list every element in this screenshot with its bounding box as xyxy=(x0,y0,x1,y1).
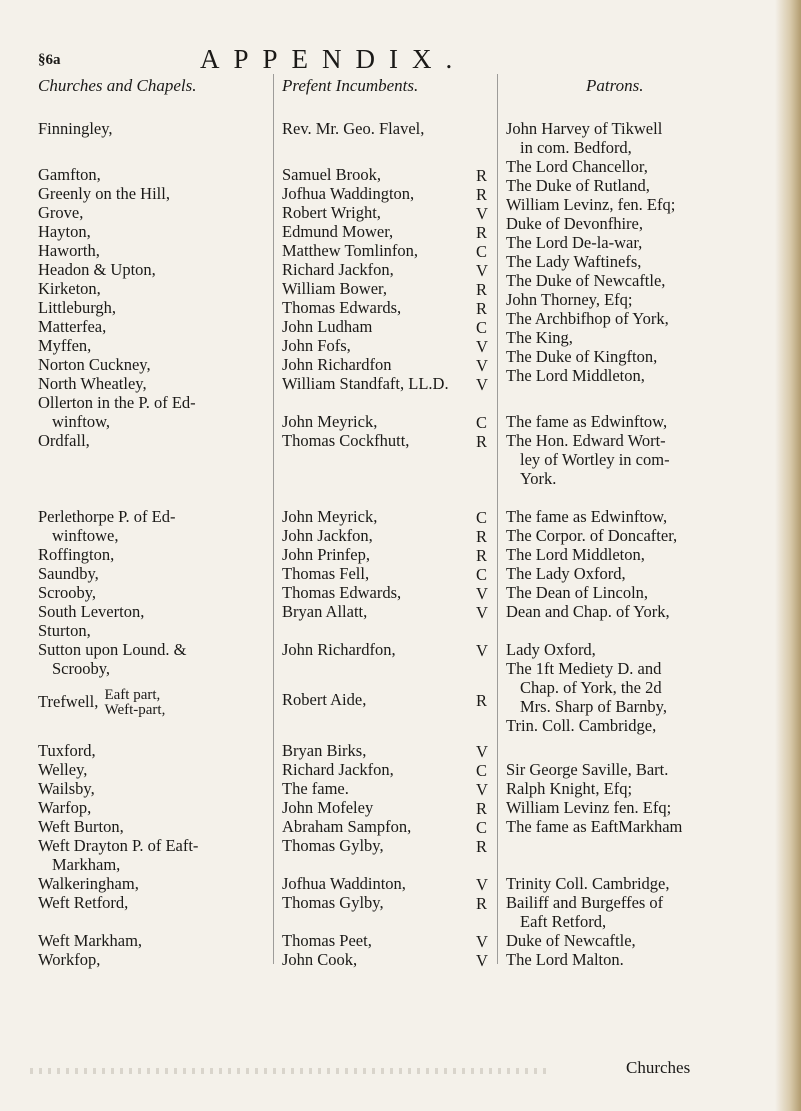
incumbent-entry: William Standfaft, LL.D. xyxy=(282,374,449,393)
incumbent-entry: John Ludham xyxy=(282,317,373,336)
patron-entry: ley of Wortley in com- xyxy=(520,450,670,469)
trefwell-name: Trefwell, xyxy=(38,691,99,711)
status-mark: V xyxy=(476,780,488,799)
status-mark: R xyxy=(476,894,488,913)
status-mark: R xyxy=(476,799,488,818)
status-mark: V xyxy=(476,261,488,280)
church-entry: winftowe, xyxy=(52,526,119,545)
incumbent-entry: Richard Jackfon, xyxy=(282,760,394,779)
status-mark: C xyxy=(476,242,488,261)
trefwell-part-east: Eaft part, xyxy=(104,687,161,703)
church-entry: Scrooby, xyxy=(38,583,97,602)
incumbent-entry: John Meyrick, xyxy=(282,412,378,431)
status-mark: C xyxy=(476,318,488,337)
incumbent-entry: John Meyrick, xyxy=(282,507,378,526)
incumbent-entry: Bryan Allatt, xyxy=(282,602,368,621)
church-entry: Workfop, xyxy=(38,950,101,969)
patron-entry: William Levinz fen. Efq; xyxy=(506,798,672,817)
patron-entry: The Lord Middleton, xyxy=(506,366,645,385)
church-entry: Myffen, xyxy=(38,336,92,355)
patron-entry: The Duke of Newcaftle, xyxy=(506,271,666,290)
church-entry: Gamfton, xyxy=(38,165,101,184)
incumbent-entry: John Cook, xyxy=(282,950,358,969)
church-entry: Norton Cuckney, xyxy=(38,355,151,374)
church-entry: Welley, xyxy=(38,760,88,779)
incumbent-entry: Thomas Peet, xyxy=(282,931,372,950)
patron-entry: Lady Oxford, xyxy=(506,640,596,659)
column-divider xyxy=(273,74,274,964)
incumbent-entry: Samuel Brook, xyxy=(282,165,381,184)
incumbent-entry: John Prinfep, xyxy=(282,545,370,564)
church-entry: Wailsby, xyxy=(38,779,95,798)
status-mark: R xyxy=(476,185,488,204)
patron-entry: The 1ft Mediety D. and xyxy=(506,659,662,678)
church-entry: Kirketon, xyxy=(38,279,101,298)
status-mark: R xyxy=(476,691,488,710)
incumbent-entry: Matthew Tomlinfon, xyxy=(282,241,419,260)
incumbent-entry: John Richardfon xyxy=(282,355,392,374)
trefwell-parts xyxy=(104,688,165,718)
status-mark: V xyxy=(476,204,488,223)
running-head: APPENDIX. xyxy=(200,44,467,74)
patron-entry: The fame as EaftMarkham xyxy=(506,817,683,836)
patron-entry: The Duke of Kingfton, xyxy=(506,347,658,366)
status-mark: V xyxy=(476,375,488,394)
patron-entry: The Lady Waftinefs, xyxy=(506,252,642,271)
status-mark: R xyxy=(476,527,488,546)
incumbent-entry: The fame. xyxy=(282,779,349,798)
incumbent-entry: Thomas Edwards, xyxy=(282,583,402,602)
church-entry: Weft Markham, xyxy=(38,931,143,950)
status-mark: C xyxy=(476,761,488,780)
incumbent-entry: Rev. Mr. Geo. Flavel, xyxy=(282,119,425,138)
church-entry: Roffington, xyxy=(38,545,115,564)
status-mark: C xyxy=(476,565,488,584)
church-entry: Ordfall, xyxy=(38,431,90,450)
patron-entry: Sir George Saville, Bart. xyxy=(506,760,669,779)
incumbent-entry: Thomas Gylby, xyxy=(282,836,384,855)
patron-entry: The Lord Chancellor, xyxy=(506,157,648,176)
column-header-churches: Churches and Chapels. xyxy=(38,76,197,95)
patron-entry: Bailiff and Burgeffes of xyxy=(506,893,664,912)
church-entry: Markham, xyxy=(52,855,121,874)
status-mark: R xyxy=(476,223,488,242)
patron-entry: Duke of Devonfhire, xyxy=(506,214,643,233)
patron-entry: The Archbifhop of York, xyxy=(506,309,669,328)
patron-entry: Chap. of York, the 2d xyxy=(520,678,662,697)
patron-entry: The Dean of Lincoln, xyxy=(506,583,649,602)
church-entry: Matterfea, xyxy=(38,317,107,336)
church-entry: Perlethorpe P. of Ed- xyxy=(38,507,176,526)
patron-entry: in com. Bedford, xyxy=(520,138,632,157)
incumbent-entry: John Mofeley xyxy=(282,798,374,817)
status-mark: C xyxy=(476,818,488,837)
status-mark: V xyxy=(476,875,488,894)
status-mark: V xyxy=(476,356,488,375)
church-entry: Weft Retford, xyxy=(38,893,129,912)
incumbent-entry: Edmund Mower, xyxy=(282,222,394,241)
patron-entry: The Lady Oxford, xyxy=(506,564,626,583)
catchword: Churches xyxy=(626,1058,691,1077)
church-entry: Weft Burton, xyxy=(38,817,124,836)
church-entry: Walkeringham, xyxy=(38,874,139,893)
patron-entry: John Thorney, Efq; xyxy=(506,290,633,309)
patron-entry: Trin. Coll. Cambridge, xyxy=(506,716,657,735)
status-mark: R xyxy=(476,299,488,318)
patron-entry: Dean and Chap. of York, xyxy=(506,602,670,621)
status-mark: V xyxy=(476,932,488,951)
incumbent-entry: Thomas Fell, xyxy=(282,564,370,583)
patron-entry: The Lord Malton. xyxy=(506,950,624,969)
column-header-incumbents: Prefent Incumbents. xyxy=(282,76,419,95)
page-edge-stain xyxy=(775,0,801,1111)
status-mark: R xyxy=(476,166,488,185)
church-entry: Tuxford, xyxy=(38,741,96,760)
patron-entry: John Harvey of Tikwell xyxy=(506,119,663,138)
page-number: §6a xyxy=(38,52,61,68)
patron-entry: The fame as Edwinftow, xyxy=(506,507,668,526)
church-entry: Scrooby, xyxy=(52,659,111,678)
status-mark: V xyxy=(476,584,488,603)
church-entry: winftow, xyxy=(52,412,111,431)
incumbent-entry: John Jackfon, xyxy=(282,526,373,545)
status-mark: R xyxy=(476,280,488,299)
incumbent-entry: Thomas Gylby, xyxy=(282,893,384,912)
incumbent-entry: Robert Wright, xyxy=(282,203,381,222)
church-entry: Weft Drayton P. of Eaft- xyxy=(38,836,199,855)
patron-entry: Ralph Knight, Efq; xyxy=(506,779,633,798)
patron-entry: Duke of Newcaftle, xyxy=(506,931,636,950)
status-mark: R xyxy=(476,432,488,451)
status-mark: C xyxy=(476,413,488,432)
church-entry: Sturton, xyxy=(38,621,91,640)
incumbent-entry: Jofhua Waddinton, xyxy=(282,874,406,893)
incumbent-entry: John Richardfon, xyxy=(282,640,396,659)
patron-entry: The fame as Edwinftow, xyxy=(506,412,668,431)
church-entry: Grove, xyxy=(38,203,84,222)
trefwell-part-west: Weft-part, xyxy=(104,702,166,718)
incumbent-entry: Richard Jackfon, xyxy=(282,260,394,279)
church-entry: Warfop, xyxy=(38,798,92,817)
patron-entry: William Levinz, fen. Efq; xyxy=(506,195,676,214)
patron-entry: York. xyxy=(520,469,557,488)
patron-entry: Eaft Retford, xyxy=(520,912,607,931)
status-mark: V xyxy=(476,641,488,660)
patron-entry: The Hon. Edward Wort- xyxy=(506,431,666,450)
church-entry: Headon & Upton, xyxy=(38,260,156,279)
church-entry: Greenly on the Hill, xyxy=(38,184,170,203)
incumbent-entry: Thomas Edwards, xyxy=(282,298,402,317)
church-entry: Ollerton in the P. of Ed- xyxy=(38,393,196,412)
patron-entry: The Lord Middleton, xyxy=(506,545,645,564)
status-mark: V xyxy=(476,603,488,622)
status-mark: C xyxy=(476,508,488,527)
church-entry: North Wheatley, xyxy=(38,374,147,393)
status-mark: V xyxy=(476,337,488,356)
church-entry: South Leverton, xyxy=(38,602,145,621)
incumbent-entry: John Fofs, xyxy=(282,336,351,355)
church-entry: Sutton upon Lound. & xyxy=(38,640,187,659)
patron-entry: Mrs. Sharp of Barnby, xyxy=(520,697,667,716)
column-divider xyxy=(497,74,498,964)
trefwell-entry xyxy=(38,688,165,718)
status-mark: R xyxy=(476,546,488,565)
patron-entry: The Lord De-la-war, xyxy=(506,233,643,252)
incumbent-entry: Abraham Sampfon, xyxy=(282,817,412,836)
patron-entry: The Corpor. of Doncafter, xyxy=(506,526,678,545)
church-entry: Littleburgh, xyxy=(38,298,117,317)
patron-entry: The King, xyxy=(506,328,573,347)
print-bleed-marks xyxy=(30,1068,550,1074)
incumbent-entry: Thomas Cockfhutt, xyxy=(282,431,410,450)
column-header-patrons: Patrons. xyxy=(586,76,644,95)
incumbent-entry: Bryan Birks, xyxy=(282,741,367,760)
status-mark: V xyxy=(476,951,488,970)
church-entry: Hayton, xyxy=(38,222,91,241)
church-entry: Saundby, xyxy=(38,564,99,583)
incumbent-entry: Robert Aide, xyxy=(282,690,367,709)
incumbent-entry: William Bower, xyxy=(282,279,387,298)
church-entry: Haworth, xyxy=(38,241,100,260)
church-entry: Finningley, xyxy=(38,119,113,138)
status-mark: V xyxy=(476,742,488,761)
status-mark: R xyxy=(476,837,488,856)
patron-entry: Trinity Coll. Cambridge, xyxy=(506,874,670,893)
incumbent-entry: Jofhua Waddington, xyxy=(282,184,415,203)
patron-entry: The Duke of Rutland, xyxy=(506,176,650,195)
